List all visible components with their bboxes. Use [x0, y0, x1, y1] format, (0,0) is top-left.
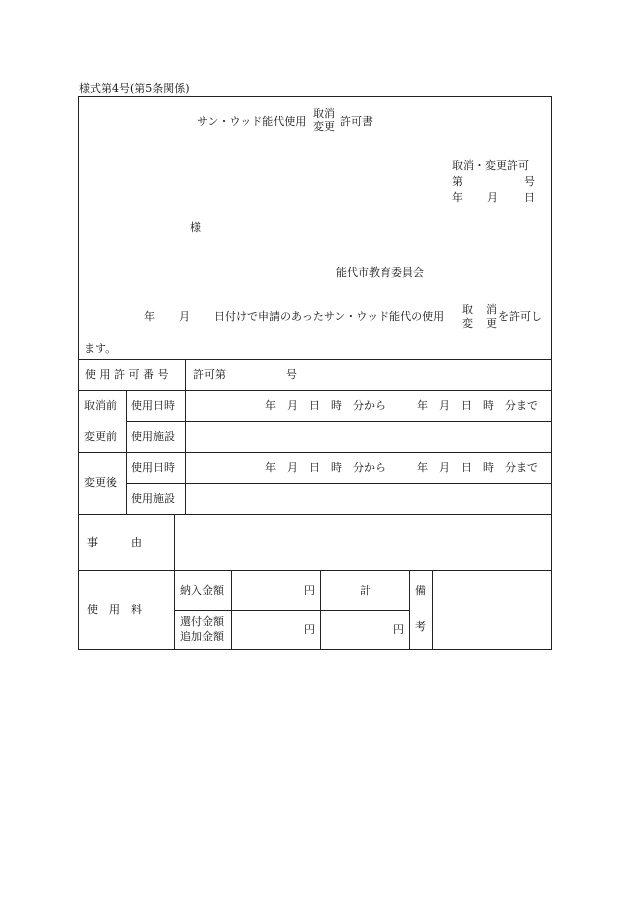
title-suffix: 許可書: [340, 115, 373, 128]
body-option-change-1: 変: [462, 317, 473, 330]
table-vline-reason: [174, 514, 175, 650]
table-vline-fee4: [432, 570, 433, 650]
table-vline-fee3: [409, 570, 410, 650]
permit-info-day: 日: [524, 191, 535, 204]
before-change-label: 変更前: [84, 430, 117, 443]
additional-amount-label: 追加金額: [180, 630, 224, 643]
table-top-line: [78, 359, 552, 360]
table-vline-fee1: [231, 570, 232, 650]
title-prefix: サン・ウッド能代使用: [197, 115, 307, 128]
title-option: [313, 108, 335, 133]
after-usage-facility-label: 使用施設: [131, 492, 175, 505]
table-vline-col2: [185, 390, 186, 514]
body-line2: ます。: [84, 342, 117, 355]
refund-amount-label: 還付金額: [180, 615, 224, 628]
before-usage-facility-label: 使用施設: [131, 430, 175, 443]
after-datetime-from: 年 月 日 時 分から: [265, 461, 386, 474]
total-label: 計: [360, 584, 371, 597]
body-month: 月: [179, 310, 190, 323]
after-change-label: 変更後: [84, 476, 117, 489]
paid-amount-yen: 円: [304, 584, 315, 597]
body-year: 年: [144, 310, 155, 323]
after-datetime-to: 年 月 日 時 分まで: [417, 461, 538, 474]
table-line-permit: [78, 390, 552, 391]
body-suffix: を許可し: [498, 310, 542, 323]
body-option-change-2: 更: [486, 317, 497, 330]
permit-number-prefix: 許可第: [193, 368, 226, 381]
table-line-after-top: [78, 452, 552, 453]
table-vline-col1: [126, 390, 127, 514]
body-option-cancel-1: 取: [462, 303, 473, 316]
total-yen: 円: [393, 623, 404, 636]
addressee-suffix: 様: [190, 221, 201, 234]
after-usage-datetime-label: 使用日時: [131, 461, 175, 474]
title-option-cancel: 取消: [313, 107, 335, 120]
body-text: 日付けで申請のあったサン・ウッド能代の使用: [214, 310, 445, 323]
table-line-reason-top: [78, 514, 552, 515]
table-line-after-mid: [126, 483, 552, 484]
before-cancel-label: 取消前: [84, 399, 117, 412]
table-line-before-mid: [126, 421, 552, 422]
table-vline-fee2: [320, 570, 321, 650]
refund-amount-yen: 円: [304, 623, 315, 636]
issuer: 能代市教育委員会: [336, 266, 424, 279]
table-line-fee-mid: [174, 610, 410, 611]
permit-info-label: 取消・変更許可: [452, 159, 529, 172]
paid-amount-label: 納入金額: [180, 584, 224, 597]
before-usage-datetime-label: 使用日時: [131, 399, 175, 412]
table-vline-permit: [185, 359, 186, 390]
body-option-cancel-2: 消: [486, 303, 497, 316]
before-datetime-to: 年 月 日 時 分まで: [417, 399, 538, 412]
permit-info-year: 年: [452, 191, 463, 204]
permit-number-suffix: 号: [286, 368, 297, 381]
permit-info-go: 号: [524, 175, 535, 188]
reason-label: 事 由: [87, 536, 142, 549]
fee-label: 使 用 料: [87, 603, 142, 616]
table-line-fee-top: [78, 570, 552, 571]
form-number: 様式第4号(第5条関係): [79, 82, 190, 95]
before-datetime-from: 年 月 日 時 分から: [265, 399, 386, 412]
remarks-label-1: 備: [415, 584, 426, 597]
permit-info-month: 月: [487, 191, 498, 204]
remarks-label-2: 考: [415, 620, 426, 633]
permit-info-dai: 第: [452, 175, 463, 188]
title-option-change: 変更: [313, 119, 335, 133]
permit-number-label: 使 用 許 可 番 号: [85, 368, 169, 381]
